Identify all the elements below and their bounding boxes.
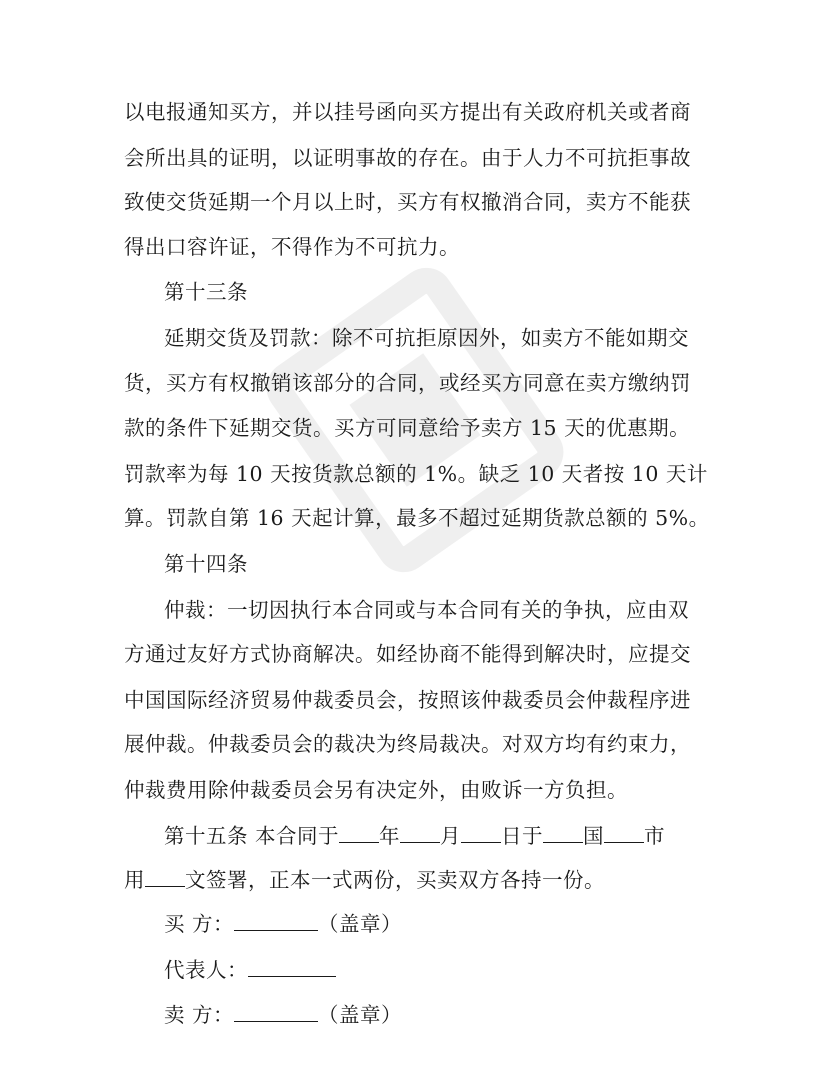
text-line: 罚款率为每 10 天按货款总额的 1%。缺乏 10 天者按 10 天计: [124, 462, 708, 486]
seller-label: 卖 方：: [164, 1003, 235, 1027]
text-line: 致使交货延期一个月以上时，买方有权撤消合同，卖方不能获: [124, 190, 691, 214]
text-line: 中国国际经济贸易仲裁委员会，按照该仲裁委员会仲裁程序进: [124, 688, 691, 712]
city-blank: [604, 824, 644, 843]
language-label: 用: [124, 868, 145, 892]
buyer-label: 买 方：: [164, 912, 235, 936]
day-label: 日于: [501, 824, 544, 848]
day-blank: [461, 824, 501, 843]
year-label: 年: [379, 824, 401, 848]
article-15-lead: 第十五条 本合同于: [164, 824, 340, 848]
representative-blank: [248, 958, 336, 977]
text-line: 款的条件下延期交货。买方可同意给予卖方 15 天的优惠期。: [124, 416, 691, 440]
text-line: 货，买方有权撤销该部分的合同，或经买方同意在卖方缴纳罚: [124, 371, 691, 395]
buyer-signature-line: [164, 912, 402, 936]
text-line: 仲裁费用除仲裁委员会另有决定外，由败诉一方负担。: [124, 778, 628, 802]
month-blank: [400, 824, 440, 843]
buyer-blank: [234, 912, 318, 931]
article-13-heading: 第十三条: [164, 280, 248, 304]
seller-blank: [234, 1003, 318, 1022]
seller-seal: （盖章）: [318, 1003, 403, 1027]
city-label: 市: [644, 824, 666, 848]
text-line: 得出口容许证，不得作为不可抗力。: [124, 235, 460, 259]
article-15-tail: 文签署，正本一式两份，买卖双方各持一份。: [185, 868, 605, 892]
seller-signature-line: [164, 1003, 402, 1027]
article-15-line2: [124, 868, 605, 892]
text-line: 以电报通知买方，并以挂号函向买方提出有关政府机关或者商: [124, 100, 691, 124]
text-line: 延期交货及罚款：除不可抗拒原因外，如卖方不能如期交: [164, 326, 689, 350]
country-blank: [543, 824, 583, 843]
buyer-seal: （盖章）: [318, 912, 403, 936]
language-blank: [145, 868, 185, 887]
month-label: 月: [440, 824, 462, 848]
text-line: 展仲裁。仲裁委员会的裁决为终局裁决。对双方均有约束力，: [124, 732, 691, 756]
representative-signature-line: [164, 958, 336, 982]
year-blank: [339, 824, 379, 843]
article-15-line1: [164, 824, 665, 848]
text-line: 算。罚款自第 16 天起计算，最多不超过延期货款总额的 5%。: [124, 506, 710, 530]
text-line: 会所出具的证明，以证明事故的存在。由于人力不可抗拒事故: [124, 146, 691, 170]
representative-label: 代表人：: [164, 958, 248, 982]
text-line: 仲裁：一切因执行本合同或与本合同有关的争执，应由双: [164, 598, 689, 622]
article-14-heading: 第十四条: [164, 552, 248, 576]
text-line: 方通过友好方式协商解决。如经协商不能得到解决时，应提交: [124, 642, 691, 666]
country-label: 国: [583, 824, 605, 848]
